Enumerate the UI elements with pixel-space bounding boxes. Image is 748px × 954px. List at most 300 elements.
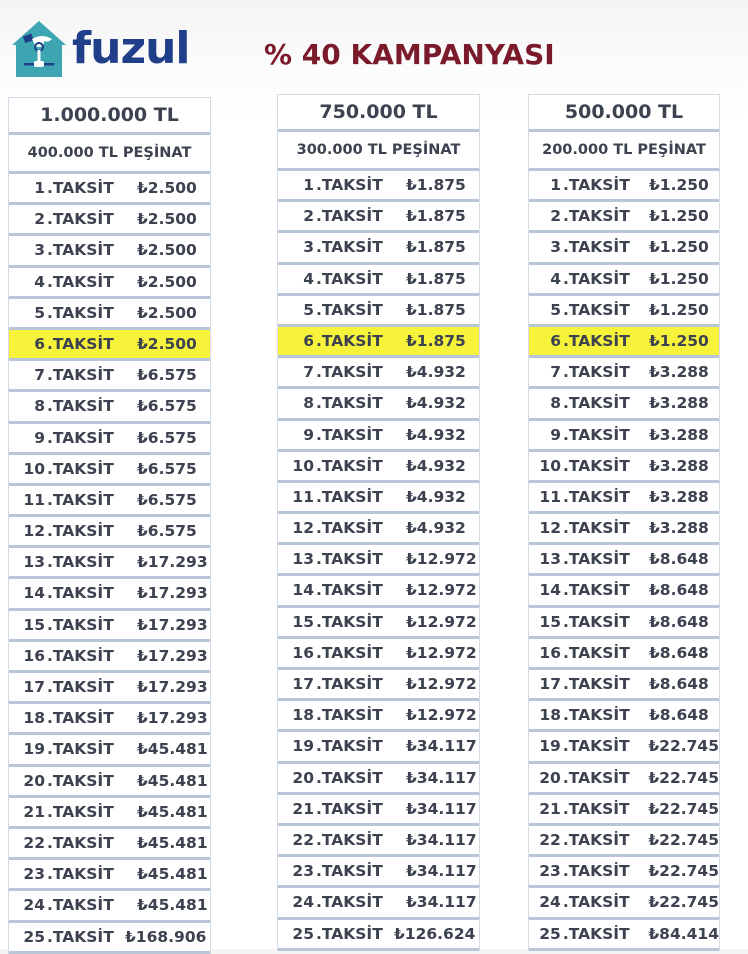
installment-number: 3 <box>550 238 561 257</box>
installment-label: .TAKSİT <box>316 799 383 818</box>
installment-row <box>278 732 479 763</box>
installment-row <box>278 421 479 452</box>
installment-row <box>9 424 210 455</box>
installment-number: 12 <box>539 519 561 538</box>
installment-amount: ₺1.875 <box>406 238 466 257</box>
installment-label: .TAKSİT <box>316 207 383 226</box>
installment-number: 24 <box>23 896 45 915</box>
installment-amount: ₺6.575 <box>137 397 197 416</box>
installment-number: 8 <box>34 397 45 416</box>
installment-label: .TAKSİT <box>47 646 114 665</box>
plan-table <box>528 94 720 951</box>
installment-number: 13 <box>292 550 314 569</box>
installment-amount: ₺34.117 <box>406 893 477 912</box>
installment-amount: ₺3.288 <box>649 519 709 538</box>
installment-number: 14 <box>539 581 561 600</box>
installment-label: .TAKSİT <box>316 924 383 943</box>
installment-label: .TAKSİT <box>562 862 630 881</box>
installment-row <box>9 455 210 486</box>
installment-label: .TAKSİT <box>316 643 383 662</box>
installment-number: 20 <box>292 768 314 787</box>
installment-number: 8 <box>550 394 561 413</box>
installment-label: .TAKSİT <box>47 397 114 416</box>
installment-number: 1 <box>303 176 314 194</box>
installment-row <box>529 233 719 264</box>
installment-row <box>9 392 210 423</box>
installment-number: 11 <box>292 487 314 506</box>
installment-number: 12 <box>23 522 45 541</box>
installment-label: .TAKSİT <box>563 425 630 444</box>
installment-row <box>529 483 719 514</box>
installment-amount: ₺34.117 <box>406 768 477 787</box>
fuzul-logo <box>10 18 189 80</box>
installment-row <box>9 361 210 392</box>
installment-row <box>529 171 719 202</box>
installment-amount: ₺1.250 <box>649 238 709 257</box>
installment-label: .TAKSİT <box>562 799 630 818</box>
installment-amount: ₺12.972 <box>406 612 477 631</box>
installment-label: .TAKSİT <box>316 862 383 881</box>
installment-amount: ₺126.624 <box>394 924 476 943</box>
installment-row <box>529 389 719 420</box>
installment-amount: ₺1.250 <box>649 176 709 194</box>
installment-label: .TAKSİT <box>47 833 114 852</box>
plan-amount: 1.000.000 TL <box>9 97 210 135</box>
installment-number: 7 <box>550 363 561 382</box>
installment-row <box>9 798 210 829</box>
installment-amount: ₺17.293 <box>137 646 208 665</box>
installment-number: 9 <box>550 425 561 444</box>
installment-number: 17 <box>292 675 314 693</box>
installment-label: .TAKSİT <box>316 269 383 288</box>
installment-row <box>529 608 719 639</box>
plan-amount: 750.000 TL <box>278 94 479 132</box>
brand-name: fuzul <box>72 23 190 74</box>
installment-row <box>278 483 479 514</box>
installment-label: .TAKSİT <box>47 802 114 821</box>
installment-row <box>278 233 479 264</box>
installment-number: 6 <box>303 331 314 350</box>
installment-row <box>9 579 210 610</box>
installment-number: 4 <box>303 269 314 288</box>
installment-amount: ₺22.745 <box>648 893 719 912</box>
installment-label: .TAKSİT <box>563 550 630 569</box>
installment-number: 22 <box>23 833 45 852</box>
installment-number: 24 <box>292 893 314 912</box>
installment-amount: ₺17.293 <box>137 584 208 603</box>
installment-row <box>529 514 719 545</box>
installment-label: .TAKSİT <box>562 737 630 756</box>
installment-row <box>529 545 719 576</box>
installment-row <box>278 639 479 670</box>
installment-amount: ₺12.972 <box>406 643 477 662</box>
installment-row <box>278 888 479 919</box>
installment-row <box>529 701 719 732</box>
installment-row <box>278 171 479 202</box>
installment-number: 18 <box>539 706 561 725</box>
installment-label: .TAKSİT <box>316 706 383 725</box>
installment-label: .TAKSİT <box>563 706 630 725</box>
installment-label: .TAKSİT <box>563 643 630 662</box>
installment-row <box>278 795 479 826</box>
installment-label: .TAKSİT <box>47 303 114 322</box>
installment-label: .TAKSİT <box>316 737 383 756</box>
installment-number: 21 <box>292 799 314 818</box>
installment-row <box>9 486 210 517</box>
plan-table <box>277 94 480 951</box>
installment-label: .TAKSİT <box>563 207 630 226</box>
installment-label: .TAKSİT <box>47 740 114 759</box>
installment-amount: ₺6.575 <box>137 428 197 447</box>
installment-amount: ₺45.481 <box>137 771 208 790</box>
installment-amount: ₺45.481 <box>137 896 208 915</box>
installment-amount: ₺4.932 <box>406 425 466 444</box>
installment-label: .TAKSİT <box>562 893 630 912</box>
installment-number: 20 <box>23 771 45 790</box>
installment-amount: ₺2.500 <box>137 241 197 260</box>
installment-row <box>9 735 210 766</box>
installment-label: .TAKSİT <box>563 456 630 475</box>
installment-number: 1 <box>34 179 45 197</box>
installment-row <box>278 670 479 701</box>
installment-number: 2 <box>34 210 45 229</box>
installment-amount: ₺168.906 <box>125 927 207 946</box>
installment-amount: ₺4.932 <box>406 363 466 382</box>
installment-amount: ₺8.648 <box>649 706 709 725</box>
installment-label: .TAKSİT <box>563 487 630 506</box>
installment-row <box>9 673 210 704</box>
installment-number: 10 <box>23 459 45 478</box>
installment-row <box>9 205 210 236</box>
installment-label: .TAKSİT <box>316 675 383 693</box>
installment-row <box>278 296 479 327</box>
installment-number: 13 <box>23 553 45 572</box>
installment-amount: ₺17.293 <box>137 709 208 728</box>
installment-label: .TAKSİT <box>47 459 114 478</box>
installment-label: .TAKSİT <box>316 300 383 319</box>
installment-row <box>529 888 719 919</box>
installment-row <box>278 576 479 607</box>
installment-row <box>529 857 719 888</box>
installment-row <box>9 860 210 891</box>
installment-row <box>529 795 719 826</box>
installment-amount: ₺4.932 <box>406 456 466 475</box>
installment-number: 11 <box>539 487 561 506</box>
installment-row <box>278 514 479 545</box>
installment-label: .TAKSİT <box>316 519 383 538</box>
installment-row <box>9 829 210 860</box>
installment-amount: ₺12.972 <box>406 706 477 725</box>
installment-amount: ₺1.875 <box>406 269 466 288</box>
installment-amount: ₺6.575 <box>137 366 197 385</box>
installment-amount: ₺8.648 <box>649 550 709 569</box>
installment-number: 7 <box>34 366 45 385</box>
installment-number: 25 <box>539 924 561 943</box>
installment-row <box>9 923 210 954</box>
installment-amount: ₺12.972 <box>406 550 477 569</box>
installment-amount: ₺17.293 <box>137 678 208 696</box>
installment-label: .TAKSİT <box>47 490 114 509</box>
installment-number: 12 <box>292 519 314 538</box>
installment-number: 18 <box>292 706 314 725</box>
house-hand-key-icon <box>10 19 68 79</box>
installment-row <box>529 358 719 389</box>
installment-number: 16 <box>539 643 561 662</box>
installment-label: .TAKSİT <box>316 550 383 569</box>
installment-number: 19 <box>23 740 45 759</box>
installment-row <box>9 642 210 673</box>
installment-amount: ₺22.745 <box>648 862 719 881</box>
installment-label: .TAKSİT <box>316 768 383 787</box>
installment-number: 23 <box>23 865 45 884</box>
installment-number: 19 <box>539 737 561 756</box>
installment-row <box>529 639 719 670</box>
installment-label: .TAKSİT <box>47 584 114 603</box>
installment-number: 7 <box>303 363 314 382</box>
installment-amount: ₺34.117 <box>406 799 477 818</box>
installment-row <box>529 202 719 233</box>
down-payment: 300.000 TL PEŞİNAT <box>278 132 479 171</box>
installment-amount: ₺8.648 <box>649 643 709 662</box>
installment-amount: ₺8.648 <box>649 612 709 631</box>
installment-number: 9 <box>303 425 314 444</box>
installment-label: .TAKSİT <box>563 519 630 538</box>
installment-amount: ₺6.575 <box>137 522 197 541</box>
installment-number: 17 <box>23 678 45 696</box>
installment-label: .TAKSİT <box>563 581 630 600</box>
installment-label: .TAKSİT <box>316 425 383 444</box>
installment-label: .TAKSİT <box>47 272 114 291</box>
installment-amount: ₺1.875 <box>406 331 466 350</box>
installment-amount: ₺17.293 <box>137 553 208 572</box>
installment-row <box>278 202 479 233</box>
installment-number: 25 <box>292 924 314 943</box>
installment-amount: ₺6.575 <box>137 459 197 478</box>
installment-amount: ₺8.648 <box>649 675 709 693</box>
installment-label: .TAKSİT <box>47 241 114 260</box>
installment-label: .TAKSİT <box>563 612 630 631</box>
installment-number: 15 <box>539 612 561 631</box>
installment-row <box>278 545 479 576</box>
installment-number: 17 <box>539 675 561 693</box>
installment-row <box>278 452 479 483</box>
installment-row <box>529 576 719 607</box>
installment-number: 22 <box>292 830 314 849</box>
installment-number: 19 <box>292 737 314 756</box>
installment-row <box>9 704 210 735</box>
installment-label: .TAKSİT <box>563 238 630 257</box>
installment-number: 5 <box>303 300 314 319</box>
installment-amount: ₺45.481 <box>137 833 208 852</box>
installment-label: .TAKSİT <box>563 363 630 382</box>
installment-label: .TAKSİT <box>47 428 114 447</box>
installment-label: .TAKSİT <box>316 581 383 600</box>
installment-label: .TAKSİT <box>316 238 383 257</box>
installment-amount: ₺3.288 <box>649 425 709 444</box>
installment-amount: ₺4.932 <box>406 487 466 506</box>
installment-label: .TAKSİT <box>47 522 114 541</box>
installment-label: .TAKSİT <box>563 331 630 350</box>
installment-row <box>9 174 210 205</box>
installment-number: 11 <box>23 490 45 509</box>
installment-amount: ₺1.250 <box>649 207 709 226</box>
installment-number: 10 <box>292 456 314 475</box>
installment-amount: ₺12.972 <box>406 675 477 693</box>
installment-label: .TAKSİT <box>316 487 383 506</box>
installment-label: .TAKSİT <box>47 678 114 696</box>
installment-label: .TAKSİT <box>563 176 630 194</box>
installment-number: 4 <box>550 269 561 288</box>
installment-label: .TAKSİT <box>563 269 630 288</box>
installment-label: .TAKSİT <box>47 210 114 229</box>
installment-row-highlighted <box>278 327 479 358</box>
installment-row <box>529 764 719 795</box>
installment-row <box>278 701 479 732</box>
installment-row <box>278 764 479 795</box>
installment-label: .TAKSİT <box>316 394 383 413</box>
installment-amount: ₺2.500 <box>137 210 197 229</box>
installment-amount: ₺4.932 <box>406 394 466 413</box>
installment-number: 15 <box>23 615 45 634</box>
down-payment: 400.000 TL PEŞİNAT <box>9 135 210 174</box>
installment-row <box>529 452 719 483</box>
installment-number: 5 <box>550 300 561 319</box>
installment-number: 16 <box>23 646 45 665</box>
installment-number: 23 <box>292 862 314 881</box>
installment-row <box>529 732 719 763</box>
installment-label: .TAKSİT <box>316 176 383 194</box>
installment-number: 2 <box>303 207 314 226</box>
installment-label: .TAKSİT <box>316 893 383 912</box>
installment-number: 24 <box>539 893 561 912</box>
installment-row <box>278 857 479 888</box>
installment-label: .TAKSİT <box>316 456 383 475</box>
installment-number: 10 <box>539 456 561 475</box>
installment-number: 16 <box>292 643 314 662</box>
installment-amount: ₺3.288 <box>649 487 709 506</box>
installment-label: .TAKSİT <box>316 363 383 382</box>
installment-row <box>9 767 210 798</box>
installment-amount: ₺3.288 <box>649 394 709 413</box>
installment-number: 14 <box>23 584 45 603</box>
installment-row <box>9 236 210 267</box>
installment-row <box>9 548 210 579</box>
installment-amount: ₺17.293 <box>137 615 208 634</box>
installment-amount: ₺6.575 <box>137 490 197 509</box>
installment-label: .TAKSİT <box>562 924 630 943</box>
installment-amount: ₺34.117 <box>406 862 477 881</box>
installment-number: 21 <box>539 799 561 818</box>
installment-row <box>529 296 719 327</box>
installment-label: .TAKSİT <box>47 865 114 884</box>
installment-number: 4 <box>34 272 45 291</box>
installment-amount: ₺3.288 <box>649 456 709 475</box>
installment-amount: ₺1.875 <box>406 207 466 226</box>
installment-amount: ₺1.250 <box>649 331 709 350</box>
installment-number: 25 <box>23 927 45 946</box>
installment-amount: ₺8.648 <box>649 581 709 600</box>
installment-row <box>9 517 210 548</box>
installment-number: 21 <box>23 802 45 821</box>
installment-label: .TAKSİT <box>316 830 383 849</box>
installment-row <box>9 299 210 330</box>
installment-amount: ₺45.481 <box>137 802 208 821</box>
installment-label: .TAKSİT <box>47 615 114 634</box>
installment-amount: ₺84.414 <box>648 924 719 943</box>
installment-amount: ₺1.875 <box>406 176 466 194</box>
down-payment: 200.000 TL PEŞİNAT <box>529 132 719 171</box>
installment-number: 2 <box>550 207 561 226</box>
installment-number: 14 <box>292 581 314 600</box>
installment-label: .TAKSİT <box>316 331 383 350</box>
installment-row-highlighted <box>529 327 719 358</box>
installment-number: 8 <box>303 394 314 413</box>
campaign-title: % 40 KAMPANYASI <box>264 38 555 71</box>
installment-amount: ₺22.745 <box>648 768 719 787</box>
installment-label: .TAKSİT <box>47 771 114 790</box>
installment-number: 1 <box>550 176 561 194</box>
plan-table <box>8 97 211 954</box>
installment-amount: ₺34.117 <box>406 737 477 756</box>
installment-label: .TAKSİT <box>562 830 630 849</box>
installment-label: .TAKSİT <box>47 927 114 946</box>
installment-row <box>9 268 210 299</box>
installment-label: .TAKSİT <box>47 896 114 915</box>
installment-number: 22 <box>539 830 561 849</box>
installment-label: .TAKSİT <box>563 675 630 693</box>
installment-amount: ₺3.288 <box>649 363 709 382</box>
installment-row <box>278 358 479 389</box>
installment-amount: ₺45.481 <box>137 740 208 759</box>
plan-amount: 500.000 TL <box>529 94 719 132</box>
installment-row <box>278 608 479 639</box>
installment-row <box>278 920 479 951</box>
installment-label: .TAKSİT <box>47 366 114 385</box>
installment-amount: ₺34.117 <box>406 830 477 849</box>
installment-row <box>529 421 719 452</box>
installment-label: .TAKSİT <box>563 394 630 413</box>
installment-amount: ₺45.481 <box>137 865 208 884</box>
installment-number: 6 <box>34 334 45 353</box>
installment-amount: ₺12.972 <box>406 581 477 600</box>
installment-label: .TAKSİT <box>47 179 114 197</box>
installment-label: .TAKSİT <box>562 768 630 787</box>
installment-label: .TAKSİT <box>47 553 114 572</box>
installment-row <box>529 265 719 296</box>
installment-number: 6 <box>550 331 561 350</box>
installment-number: 5 <box>34 303 45 322</box>
installment-label: .TAKSİT <box>316 612 383 631</box>
installment-amount: ₺22.745 <box>648 737 719 756</box>
installment-label: .TAKSİT <box>563 300 630 319</box>
installment-number: 23 <box>539 862 561 881</box>
installment-row <box>529 670 719 701</box>
installment-label: .TAKSİT <box>47 709 114 728</box>
installment-amount: ₺22.745 <box>648 830 719 849</box>
installment-number: 3 <box>34 241 45 260</box>
installment-number: 13 <box>539 550 561 569</box>
installment-amount: ₺1.250 <box>649 269 709 288</box>
installment-number: 20 <box>539 768 561 787</box>
installment-amount: ₺2.500 <box>137 334 197 353</box>
installment-row-highlighted <box>9 330 210 361</box>
installment-amount: ₺2.500 <box>137 179 197 197</box>
installment-amount: ₺1.875 <box>406 300 466 319</box>
installment-row <box>278 826 479 857</box>
installment-row <box>529 826 719 857</box>
installment-number: 15 <box>292 612 314 631</box>
installment-amount: ₺2.500 <box>137 303 197 322</box>
